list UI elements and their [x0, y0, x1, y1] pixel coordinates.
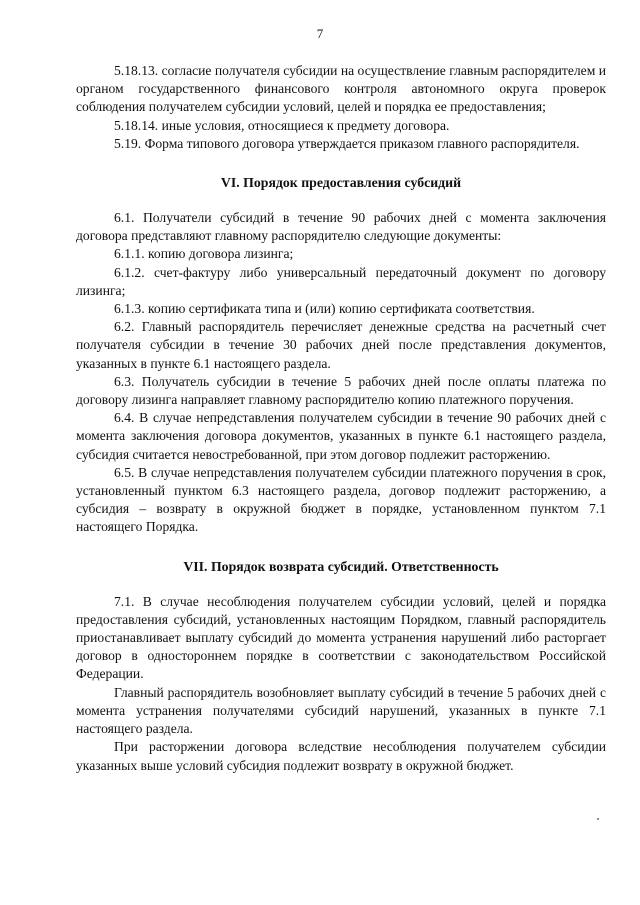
section-6-heading: VI. Порядок предоставления субсидий — [220, 175, 462, 191]
paragraph-6-1: 6.1. Получатели субсидий в течение 90 рабочих дней с момента заключения договора представляют главному распорядителю следующие документы: — [76, 210, 606, 244]
paragraph-5-18-14: 5.18.14. иные условия, относящиеся к предмету договора. — [114, 117, 450, 133]
paragraph-7-1: 7.1. В случае несоблюдения получателем субсидии условий, целей и порядка предоставления субсидий, установленных настоящим Порядком, главный распорядитель приостанавливает выплату субсидий до момента устранения нарушений либо расторгает договор в одностороннем порядке в соответствии с законодательством Российской Федерации. — [76, 593, 606, 682]
paragraph-6-3: 6.3. Получатель субсидии в течение 5 рабочих дней после оплаты платежа по договору лизинга направляет главному распорядителю копию платежного поручения. — [76, 373, 606, 408]
paragraph-termination: При расторжении договора вследствие несоблюдения получателем субсидии указанных выше условий субсидия подлежит возврату в окружной бюджет. — [76, 739, 606, 773]
section-7-heading: VII. Порядок возврата субсидий. Ответственность — [183, 558, 499, 574]
document-body — [76, 62, 606, 775]
paragraph-6-5: 6.5. В случае непредставления получателем субсидии платежного поручения в срок, установленный пунктом 6.3 настоящего раздела, договор подлежит расторжению, а субсидия – возврату в окружной бюджет в порядке, установленном пунктом 7.1 настоящего Порядка. — [76, 464, 606, 535]
paragraph-6-1-1: 6.1.1. копию договора лизинга; — [114, 246, 294, 262]
paragraph-6-2: 6.2. Главный распорядитель перечисляет денежные средства на расчетный счет получателя субсидии в течение 30 рабочих дней после представления документов, указанных в пункте 6.1 настоящего раздела. — [76, 319, 606, 371]
paragraph-5-18-13: 5.18.13. согласие получателя субсидии на осуществление главным распорядителем и органом государственного финансового контроля автономного округа проверок соблюдения получателем субсидии условий, целей и порядка ее предоставления; — [76, 63, 606, 115]
scan-speck — [597, 818, 599, 820]
paragraph-6-4: 6.4. В случае непредставления получателем субсидии в течение 90 рабочих дней с момента заключения договора документов, указанных в пункте 6.1 настоящего раздела, субсидия считается невостребованной, при этом договор подлежит расторжению. — [76, 410, 606, 462]
paragraph-resumption: Главный распорядитель возобновляет выплату субсидий в течение 5 рабочих дней с момента устранения получателями субсидий нарушений, указанных в пункте 7.1 настоящего раздела. — [76, 684, 606, 737]
paragraph-6-1-2: 6.1.2. счет-фактуру либо универсальный передаточный документ по договору лизинга; — [76, 264, 606, 298]
page-number: 7 — [316, 26, 324, 41]
paragraph-5-19: 5.19. Форма типового договора утверждается приказом главного распорядителя. — [114, 135, 580, 151]
paragraph-6-1-3: 6.1.3. копию сертификата типа и (или) копию сертификата соответствия. — [114, 301, 535, 317]
